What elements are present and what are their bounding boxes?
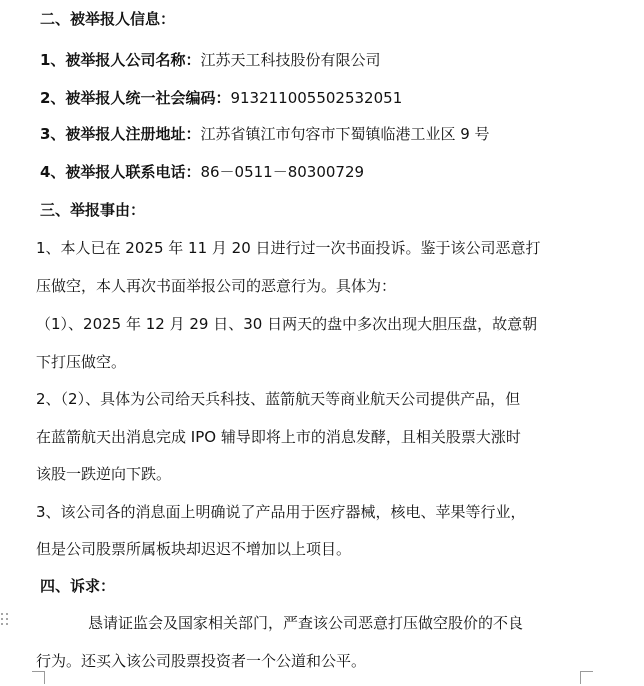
reason-line: 1、本人已在 2025 年 11 月 20 日进行过一次书面投诉。鉴于该公司恶意打 [36,239,541,257]
reason-line: 3、该公司各的消息面上明确说了产品用于医疗器械，核电、苹果等行业， [36,503,526,521]
info-value: 913211005502532051 [230,89,403,107]
info-value: 86－0511－80300729 [200,163,365,181]
section-heading-reasons: 三、举报事由： [40,201,146,219]
reason-line: 该股一跌逆向下跌。 [36,465,172,483]
section-heading-respondent-info: 二、被举报人信息： [40,10,176,28]
info-label: 2、被举报人统一社会编码： [40,89,231,107]
reason-line: 在蓝箭航天出消息完成 IPO 辅导即将上市的消息发酵，且相关股票大涨时 [36,428,521,446]
section-heading-requests: 四、诉求： [40,577,116,595]
info-label: 4、被举报人联系电话： [40,163,201,181]
reason-line: 压做空，本人再次书面举报公司的恶意行为。具体为： [36,277,397,295]
page-corner-mark-right [580,671,593,684]
info-line-address [40,124,490,144]
paragraph-drag-handle-icon[interactable] [1,613,9,625]
info-value: 江苏天工科技股份有限公司 [200,51,381,69]
request-line: 行为。还买入该公司股票投资者一个公道和公平。 [36,652,367,670]
info-line-credit-code [40,88,402,108]
reason-line: 2、（2）、具体为公司给天兵科技、蓝箭航天等商业航天公司提供产品，但 [36,390,521,408]
info-line-phone [40,162,364,182]
info-value: 江苏省镇江市句容市下蜀镇临港工业区 9 号 [200,125,490,143]
reason-line: 但是公司股票所属板块却迟迟不增加以上项目。 [36,540,352,558]
info-label: 1、被举报人公司名称： [40,51,201,69]
request-line: 恳请证监会及国家相关部门，严查该公司恶意打压做空股价的不良 [88,614,524,632]
reason-line: （1）、2025 年 12 月 29 日、30 日两天的盘中多次出现大胆压盘，故意朝 [36,315,538,333]
info-line-company-name [40,50,380,70]
reason-line: 下打压做空。 [36,353,127,371]
page-corner-mark-left [32,671,45,684]
info-label: 3、被举报人注册地址： [40,125,201,143]
